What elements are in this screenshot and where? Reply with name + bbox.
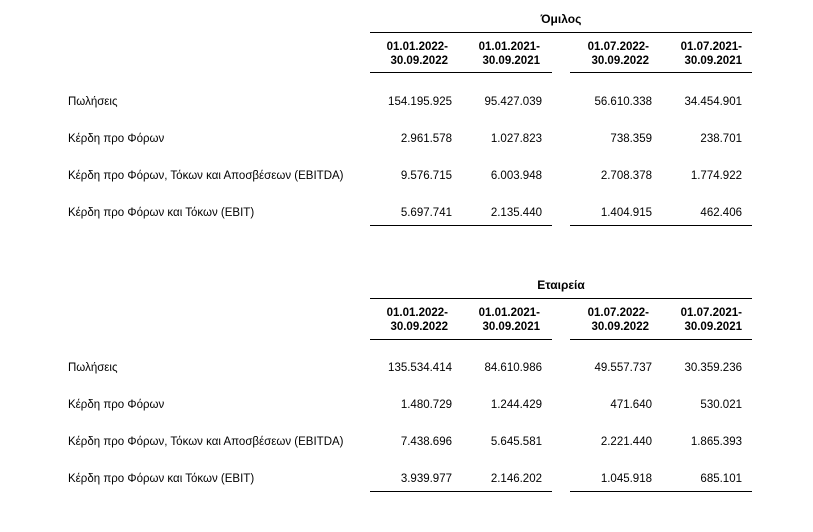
header-rule [370,72,552,73]
cell-value: 84.610.986 [484,362,542,374]
column-header: 01.07.2021- 30.09.2021 [680,41,742,67]
cell-value: 462.406 [700,207,742,219]
table-row [0,399,813,415]
row-label: Κέρδη προ Φόρων, Τόκων και Αποσβέσεων (EBITDA) [68,170,344,182]
table-row [0,96,813,112]
cell-value: 685.101 [700,473,742,485]
row-label: Κέρδη προ Φόρων και Τόκων (EBIT) [68,473,255,485]
table-row [0,207,813,223]
column-header: 01.07.2022- 30.09.2022 [587,41,649,67]
header-rule [370,339,552,340]
cell-value: 2.961.578 [400,133,452,145]
column-header: 01.01.2021- 30.09.2021 [478,41,540,67]
section-title: Εταιρεία [537,278,585,292]
cell-value: 6.003.948 [490,170,542,182]
table-row [0,170,813,186]
table-row [0,133,813,149]
header-rule [570,72,752,73]
table-row [0,473,813,489]
cell-value: 738.359 [610,133,652,145]
row-label: Κέρδη προ Φόρων [68,399,165,411]
column-header: 01.01.2022- 30.09.2022 [386,41,448,67]
cell-value: 1.774.922 [690,170,742,182]
total-rule [370,225,552,226]
cell-value: 530.021 [700,399,742,411]
row-label: Κέρδη προ Φόρων και Τόκων (EBIT) [68,207,255,219]
column-header: 01.01.2022- 30.09.2022 [386,307,448,333]
cell-value: 135.534.414 [388,362,452,374]
total-rule [570,491,752,492]
cell-value: 5.697.741 [400,207,452,219]
column-header: 01.07.2022- 30.09.2022 [587,307,649,333]
cell-value: 1.865.393 [690,436,742,448]
column-header: 01.07.2021- 30.09.2021 [680,307,742,333]
table-row [0,436,813,452]
cell-value: 49.557.737 [594,362,652,374]
column-header: 01.01.2021- 30.09.2021 [478,307,540,333]
cell-value: 95.427.039 [484,96,542,108]
section-title: Όμιλος [540,12,582,26]
cell-value: 1.027.823 [490,133,542,145]
cell-value: 3.939.977 [400,473,452,485]
row-label: Κέρδη προ Φόρων, Τόκων και Αποσβέσεων (EBITDA) [68,436,344,448]
row-label: Πωλήσεις [68,96,118,108]
cell-value: 1.045.918 [600,473,652,485]
cell-value: 34.454.901 [684,96,742,108]
cell-value: 56.610.338 [594,96,652,108]
cell-value: 2.221.440 [600,436,652,448]
cell-value: 471.640 [610,399,652,411]
header-rule [570,339,752,340]
cell-value: 154.195.925 [388,96,452,108]
cell-value: 9.576.715 [400,170,452,182]
cell-value: 5.645.581 [490,436,542,448]
table-row [0,362,813,378]
cell-value: 30.359.236 [684,362,742,374]
cell-value: 2.146.202 [490,473,542,485]
cell-value: 1.480.729 [400,399,452,411]
row-label: Πωλήσεις [68,362,118,374]
title-underline [370,32,752,33]
total-rule [570,225,752,226]
total-rule [370,491,552,492]
row-label: Κέρδη προ Φόρων [68,133,165,145]
cell-value: 238.701 [700,133,742,145]
cell-value: 7.438.696 [400,436,452,448]
cell-value: 1.404.915 [600,207,652,219]
cell-value: 2.708.378 [600,170,652,182]
cell-value: 1.244.429 [490,399,542,411]
title-underline [370,298,752,299]
cell-value: 2.135.440 [490,207,542,219]
